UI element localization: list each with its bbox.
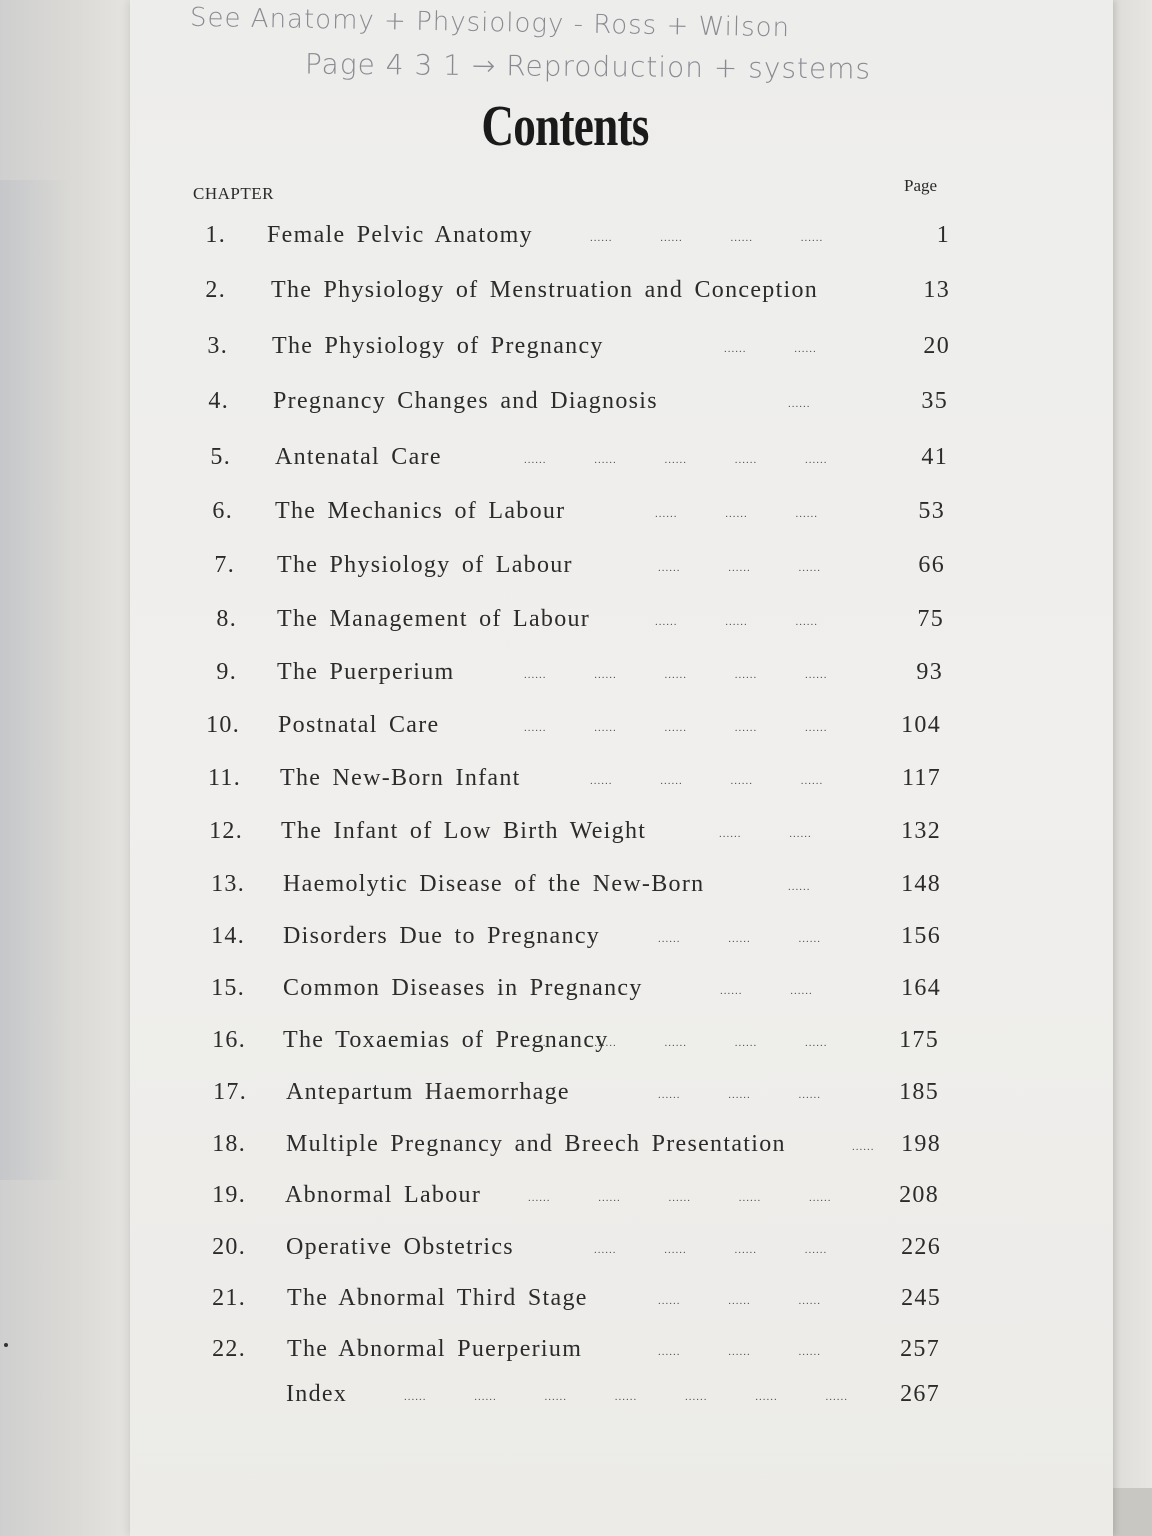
chapter-number: 16. [212, 1027, 246, 1053]
chapter-page-number: 132 [901, 818, 941, 844]
chapter-number: 19. [212, 1182, 246, 1208]
chapter-title: The Puerperium [277, 659, 455, 685]
toc-entry [200, 1234, 960, 1268]
chapter-page-number: 20 [923, 333, 950, 359]
leader-dots: ...... ...... ...... [655, 508, 818, 520]
toc-entry [200, 871, 960, 905]
chapter-page-number: 35 [921, 388, 948, 414]
handwritten-note-line-2: Page 4 3 1 → Reproduction + systems [304, 47, 872, 86]
chapter-title: Postnatal Care [278, 712, 440, 738]
toc-entry [200, 1381, 960, 1415]
toc-entry [200, 222, 960, 256]
chapter-title: The Physiology of Labour [277, 552, 573, 578]
leader-dots: ...... ...... ...... [658, 933, 821, 945]
chapter-number: 12. [209, 818, 243, 844]
leader-dots: ...... ...... ...... ...... ...... ...... ...... [404, 1391, 848, 1403]
chapter-title: The Physiology of Pregnancy [272, 333, 604, 359]
toc-entry [200, 1079, 960, 1113]
leader-dots: ...... ...... [719, 828, 812, 840]
toc-entry [200, 1336, 960, 1370]
chapter-title: Operative Obstetrics [286, 1234, 514, 1260]
chapter-page-number: 75 [917, 606, 944, 632]
chapter-page-number: 117 [901, 765, 941, 791]
toc-entry [200, 818, 960, 852]
toc-entry [200, 765, 960, 799]
leader-dots: ...... ...... ...... ...... [594, 1244, 828, 1256]
chapter-number: 3. [207, 333, 228, 359]
chapter-number: 18. [212, 1131, 246, 1157]
toc-entry [200, 659, 960, 693]
chapter-title: The Abnormal Third Stage [287, 1285, 588, 1311]
chapter-page-number: 148 [901, 871, 941, 897]
chapter-title: Pregnancy Changes and Diagnosis [273, 388, 658, 414]
chapter-page-number: 66 [918, 552, 945, 578]
chapter-title: The Mechanics of Labour [275, 498, 566, 524]
chapter-title: The Physiology of Menstruation and Conception [271, 277, 819, 303]
toc-entry [200, 333, 960, 367]
chapter-column-label: CHAPTER [193, 184, 274, 203]
leader-dots: ...... ...... ...... ...... ...... [528, 1192, 832, 1204]
toc-entry [200, 444, 960, 478]
toc-entry [200, 712, 960, 746]
leader-dots: ...... ...... ...... ...... ...... [524, 722, 828, 734]
chapter-page-number: 13 [923, 277, 950, 303]
chapter-page-number: 175 [899, 1027, 939, 1053]
chapter-page-number: 245 [901, 1285, 941, 1311]
toc-entry [200, 975, 960, 1009]
chapter-number: 14. [211, 923, 245, 949]
leader-dots: ...... ...... ...... ...... [590, 775, 824, 787]
chapter-title: The Toxaemias of Pregnancy [283, 1027, 609, 1053]
chapter-number: 13. [211, 871, 245, 897]
chapter-number: 11. [207, 765, 241, 791]
chapter-title: Female Pelvic Anatomy [267, 222, 533, 248]
chapter-title: The Abnormal Puerperium [287, 1336, 583, 1362]
chapter-number: 8. [216, 606, 237, 632]
background-surface [1112, 0, 1152, 1536]
toc-entry [200, 552, 960, 586]
chapter-number: 7. [214, 552, 235, 578]
toc-entry [200, 498, 960, 532]
chapter-title: Common Diseases in Pregnancy [283, 975, 643, 1001]
chapter-page-number: 93 [916, 659, 943, 685]
chapter-number: 9. [216, 659, 237, 685]
chapter-page-number: 257 [900, 1336, 940, 1362]
chapter-page-number: 226 [901, 1234, 941, 1260]
leader-dots: ...... ...... ...... [658, 562, 821, 574]
chapter-number: 10. [206, 712, 240, 738]
leader-dots: ...... ...... [720, 985, 813, 997]
chapter-number: 1. [205, 222, 226, 248]
chapter-title: Antepartum Haemorrhage [286, 1079, 570, 1105]
chapter-number: 5. [210, 444, 231, 470]
page-title: Contents [481, 93, 649, 158]
chapter-page-number: 164 [901, 975, 941, 1001]
chapter-number: 17. [213, 1079, 247, 1105]
toc-entry [200, 1131, 960, 1165]
leader-dots: ...... ...... ...... [658, 1295, 821, 1307]
leader-dots: ...... ...... ...... [655, 616, 818, 628]
leader-dots: ...... ...... ...... ...... ...... [524, 669, 828, 681]
toc-entry [200, 1027, 960, 1061]
toc-entry [200, 606, 960, 640]
handwritten-note-line-1: See Anatomy + Physiology - Ross + Wilson [189, 2, 791, 44]
toc-entry [200, 388, 960, 422]
chapter-title: Disorders Due to Pregnancy [283, 923, 601, 949]
leader-dots: ...... [788, 398, 811, 410]
toc-entry [200, 1285, 960, 1319]
chapter-number: 15. [211, 975, 245, 1001]
toc-entry [200, 1182, 960, 1216]
chapter-number: 21. [212, 1285, 246, 1311]
leader-dots: ...... ...... [724, 343, 817, 355]
leader-dots: ...... ...... ...... ...... ...... [524, 1037, 828, 1049]
chapter-number: 20. [212, 1234, 246, 1260]
chapter-title: The Management of Labour [277, 606, 591, 632]
chapter-page-number: 156 [901, 923, 941, 949]
leader-dots: ...... ...... ...... ...... ...... [524, 454, 828, 466]
leader-dots: ...... [788, 881, 811, 893]
chapter-page-number: 198 [901, 1131, 941, 1157]
leader-dots: ...... [852, 1141, 875, 1153]
chapter-number: 6. [212, 498, 233, 524]
stray-mark [4, 1343, 8, 1347]
chapter-page-number: 41 [921, 444, 948, 470]
chapter-page-number: 208 [899, 1182, 939, 1208]
toc-entry [200, 277, 960, 311]
facing-page-bleed [0, 180, 70, 1180]
chapter-page-number: 267 [900, 1381, 940, 1407]
chapter-number: 4. [208, 388, 229, 414]
chapter-page-number: 104 [901, 712, 941, 738]
chapter-title: Multiple Pregnancy and Breech Presentation [286, 1131, 786, 1157]
leader-dots: ...... ...... ...... ...... [590, 232, 824, 244]
chapter-title: The New-Born Infant [280, 765, 521, 791]
leader-dots: ...... ...... ...... [658, 1089, 821, 1101]
chapter-title: Antenatal Care [275, 444, 442, 470]
page-column-label: Page [904, 176, 938, 195]
chapter-title: Haemolytic Disease of the New-Born [283, 871, 705, 897]
chapter-page-number: 185 [899, 1079, 939, 1105]
chapter-number: 2. [205, 277, 226, 303]
chapter-title: The Infant of Low Birth Weight [281, 818, 647, 844]
chapter-number: 22. [212, 1336, 246, 1362]
chapter-page-number: 1 [936, 222, 950, 248]
toc-entry [200, 923, 960, 957]
chapter-title: Index [286, 1381, 348, 1407]
chapter-title: Abnormal Labour [285, 1182, 482, 1208]
leader-dots: ...... ...... ...... [658, 1346, 821, 1358]
chapter-page-number: 53 [918, 498, 945, 524]
